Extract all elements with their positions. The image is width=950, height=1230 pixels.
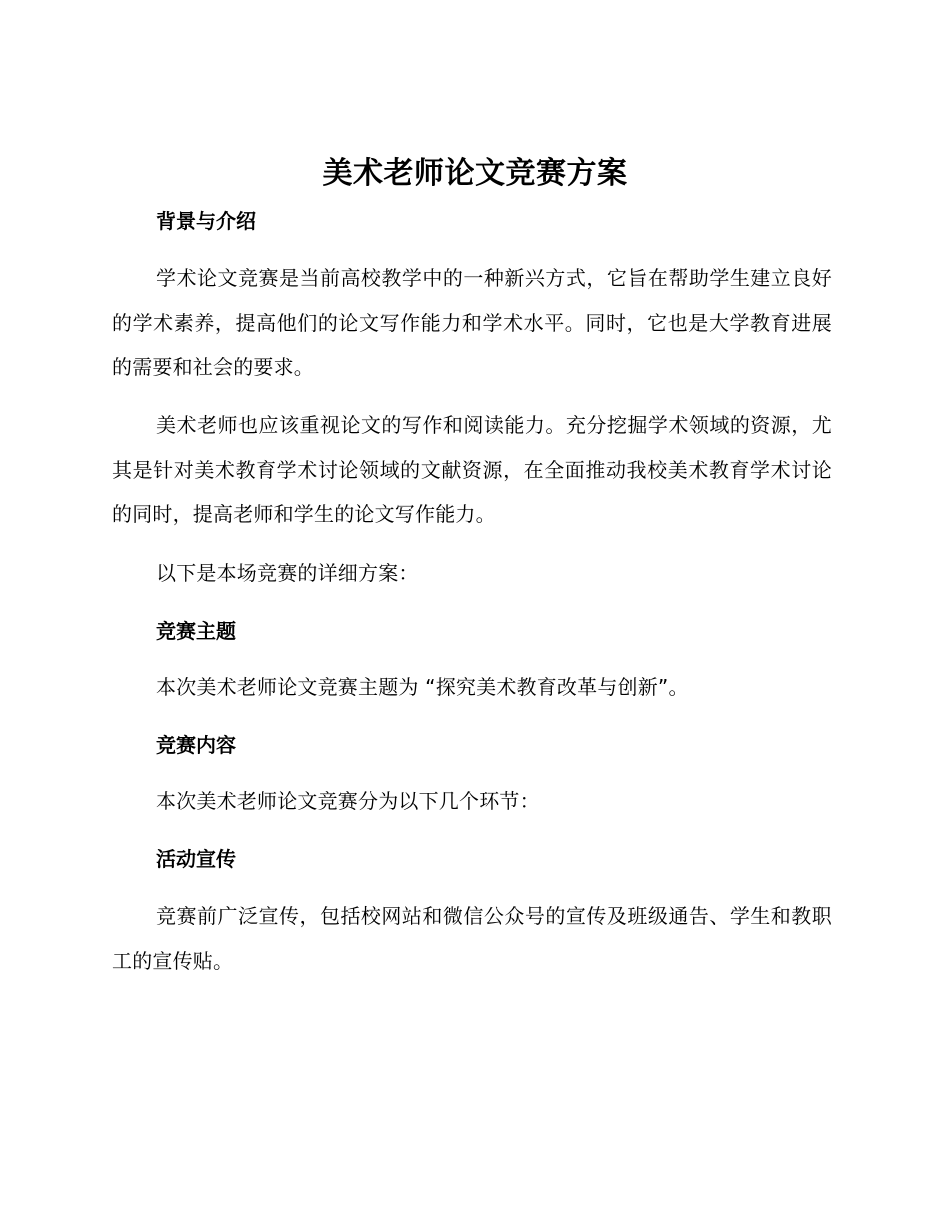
paragraph-content: 本次美术老师论文竞赛分为以下几个环节： — [156, 789, 540, 813]
paragraph-background-2: 美术老师也应该重视论文的写作和阅读能力。充分挖掘学术领域的资源，尤其是针对美术教育学术讨论领域的文献资源，在全面推动我校美术教育学术讨论的同时，提高老师和学生的论文写作能力。 — [112, 413, 832, 526]
heading-promotion: 活动宣传 — [156, 847, 236, 871]
paragraph-theme: 本次美术老师论文竞赛主题为 “探究美术教育改革与创新”。 — [156, 675, 689, 699]
paragraph-promotion: 竞赛前广泛宣传，包括校网站和微信公众号的宣传及班级通告、学生和教职工的宣传贴。 — [112, 904, 832, 973]
heading-background: 背景与介绍 — [156, 209, 256, 233]
document-title: 美术老师论文竞赛方案 — [322, 156, 628, 191]
heading-content: 竞赛内容 — [156, 733, 236, 757]
heading-theme: 竞赛主题 — [156, 619, 236, 643]
paragraph-background-3: 以下是本场竞赛的详细方案： — [156, 561, 419, 585]
paragraph-background-1: 学术论文竞赛是当前高校教学中的一种新兴方式，它旨在帮助学生建立良好的学术素养，提高他们的论文写作能力和学术水平。同时，它也是大学教育进展的需要和社会的要求。 — [112, 266, 832, 379]
